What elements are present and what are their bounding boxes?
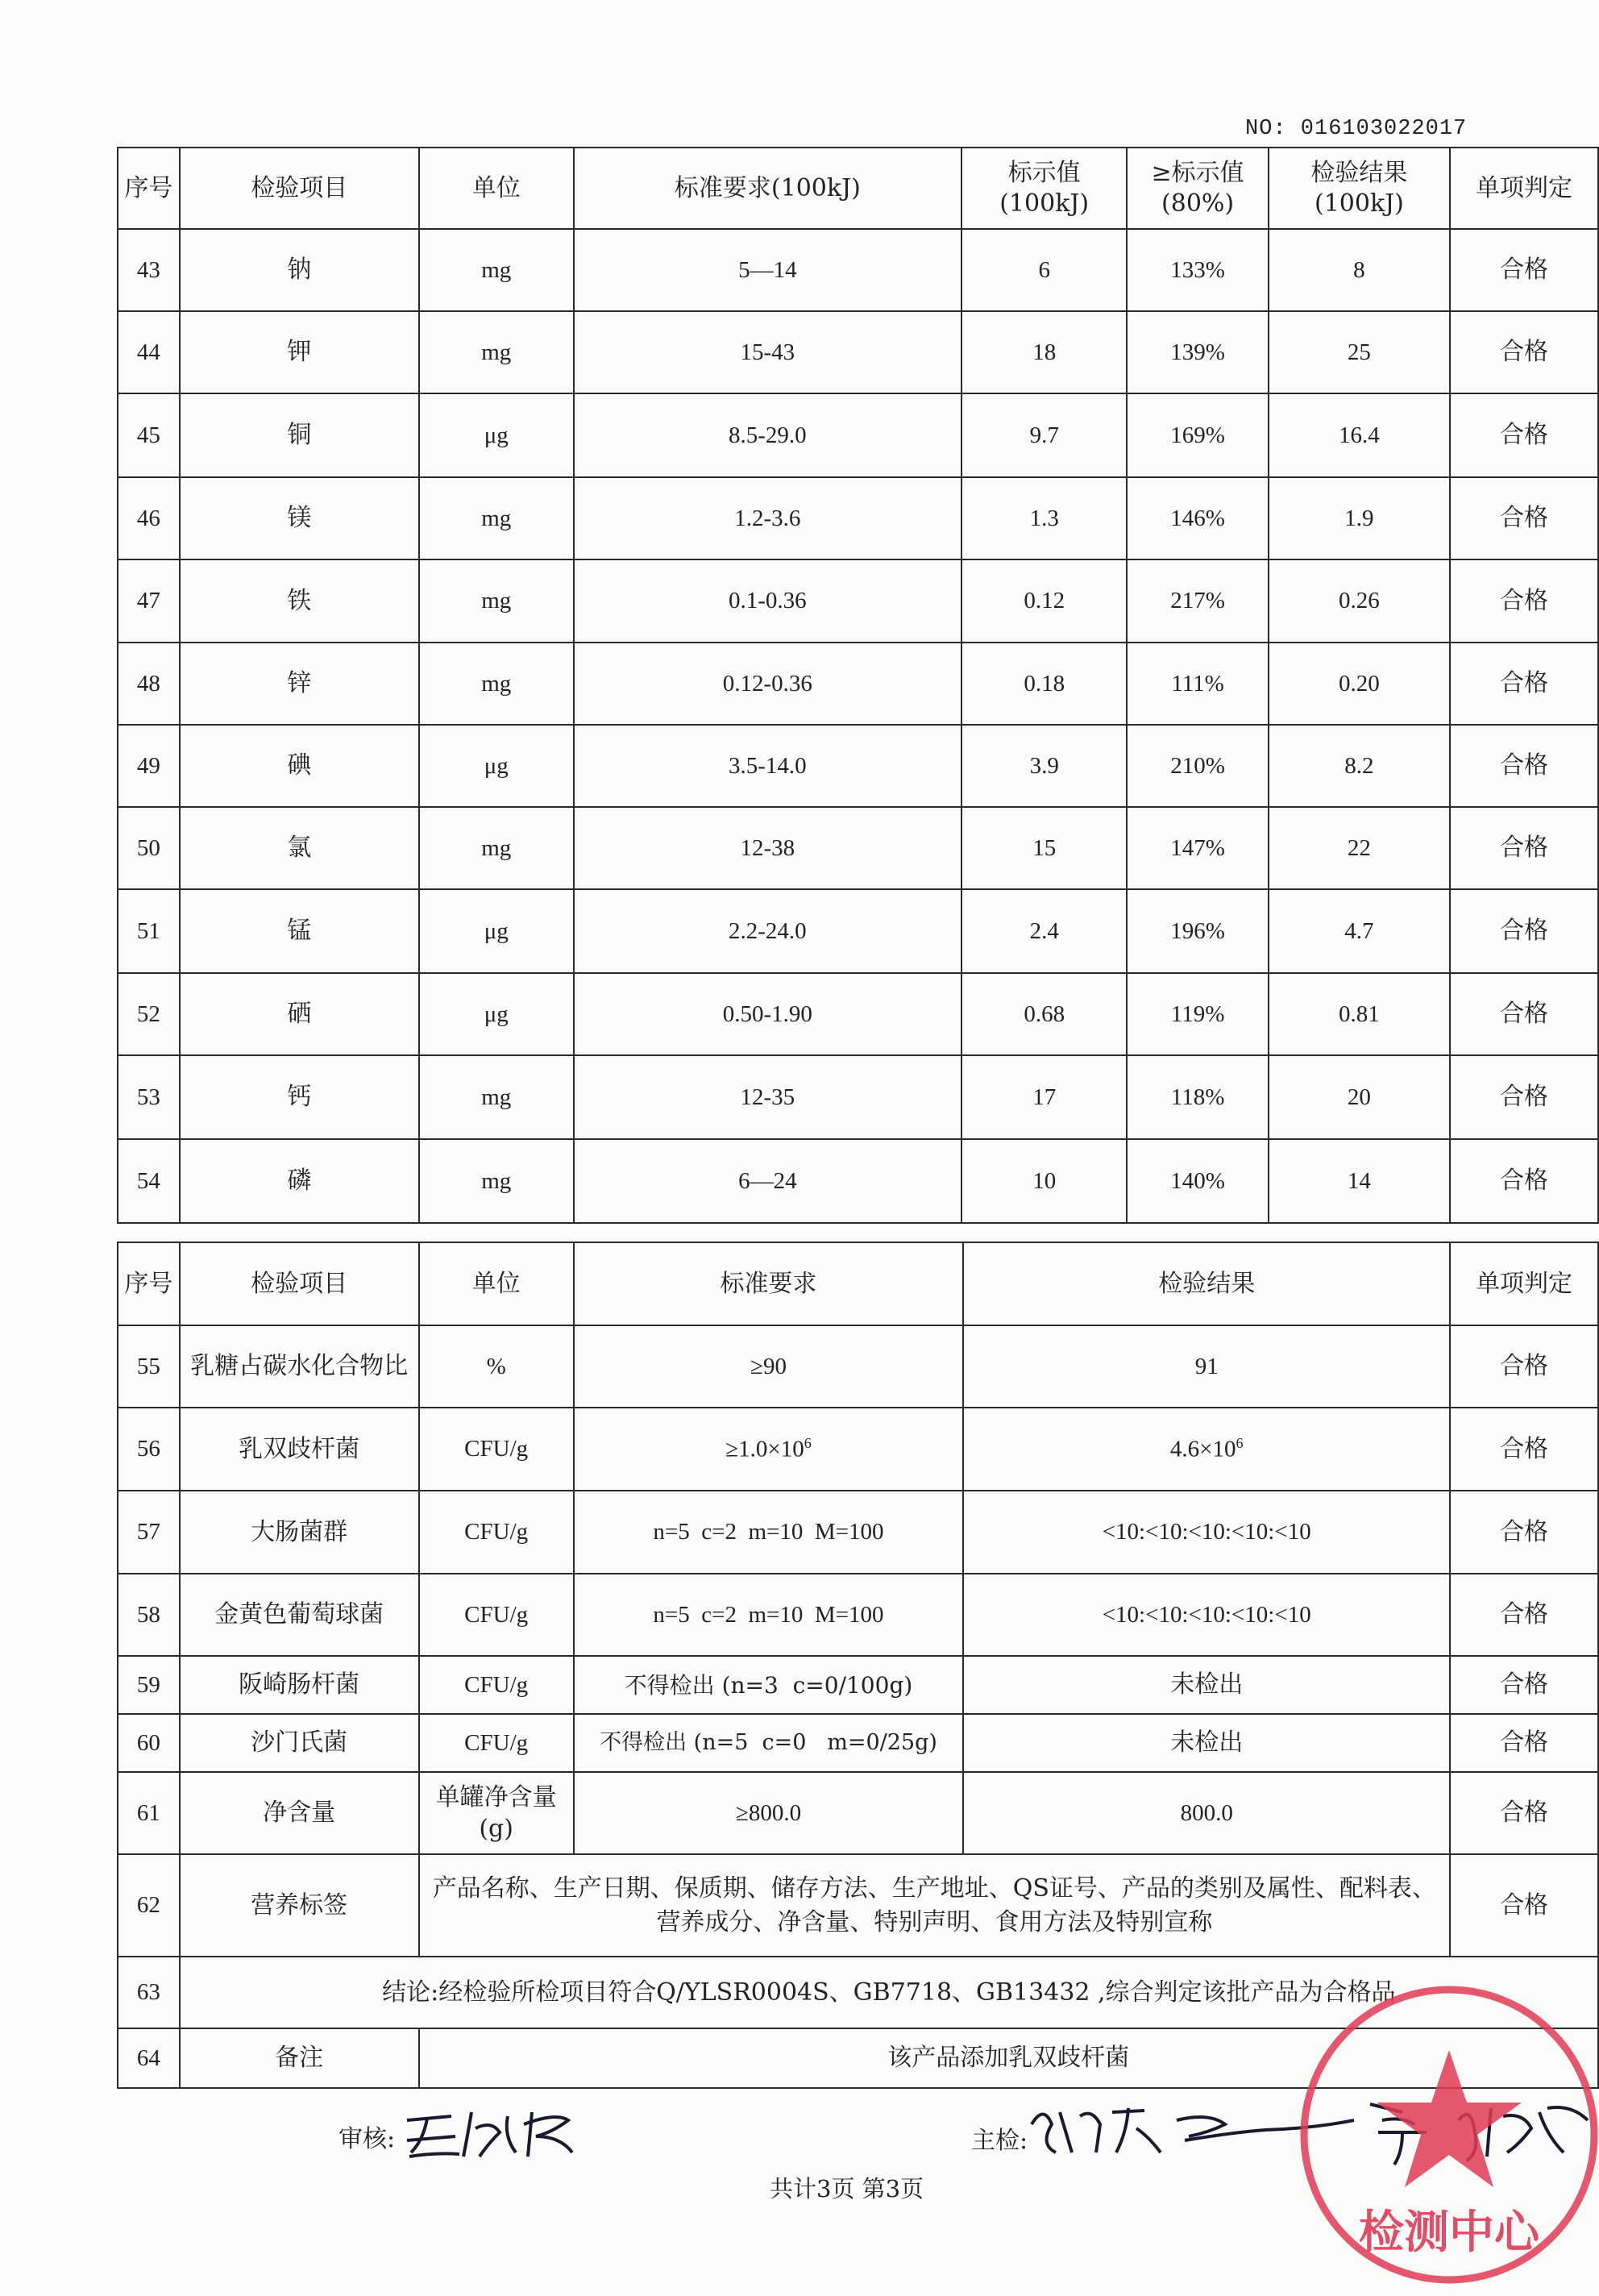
row-result: 20 [1269,1055,1450,1139]
header-verdict: 单项判定 [1450,148,1598,229]
row-unit: μg [419,393,574,477]
row-standard: 不得检出 (n=3 c=0/100g) [574,1656,964,1714]
row-no: 58 [118,1574,180,1656]
header-seq: 序号 [118,148,180,229]
row-label-value: 6 [961,229,1127,311]
row-standard: 6—24 [574,1139,961,1223]
row-label-value: 17 [961,1055,1127,1139]
row-result: 22 [1269,807,1450,889]
document-number: NO: 016103022017 [1245,117,1468,141]
row-result: 14 [1269,1139,1450,1223]
table-row [118,973,1598,1055]
row-no: 55 [118,1325,180,1408]
row-result: 4.7 [1269,889,1450,973]
row-no: 63 [118,1957,180,2028]
row-verdict: 合格 [1450,1055,1598,1139]
table-row [118,393,1598,477]
row-percent: 210% [1127,725,1268,807]
row-label-value: 0.68 [961,973,1127,1055]
row-standard: 12-35 [574,1055,961,1139]
row-unit: mg [419,807,574,889]
row-standard: 8.5-29.0 [574,393,961,477]
row-standard: 0.12-0.36 [574,643,961,725]
table-row [118,1408,1598,1491]
row-item: 碘 [180,725,419,807]
row-percent: 139% [1127,311,1268,393]
quality-results-table [117,1242,1599,2089]
row-result: 未检出 [963,1714,1450,1772]
row-result: 25 [1269,311,1450,393]
row-percent: 119% [1127,973,1268,1055]
header-result [1269,148,1450,229]
row-unit: CFU/g [419,1491,574,1574]
table-row [118,1574,1598,1656]
row-standard: 0.1-0.36 [574,559,961,643]
header-item: 检验项目 [180,1242,419,1325]
table-header-row [118,1242,1598,1325]
row-standard [574,1408,964,1491]
header-label-value-line1: 标示值 [1007,159,1081,187]
row-unit: CFU/g [419,1574,574,1656]
row-result: 16.4 [1269,393,1450,477]
row-verdict: 合格 [1450,311,1598,393]
header-verdict: 单项判定 [1450,1242,1598,1325]
row-percent: 133% [1127,229,1268,311]
row-standard: 5—14 [574,229,961,311]
row-result: 8.2 [1269,725,1450,807]
row-item: 乳双歧杆菌 [180,1408,419,1491]
row-item: 铁 [180,559,419,643]
row-item: 沙门氏菌 [180,1714,419,1772]
row-no: 46 [118,477,180,559]
conclusion-row [118,1957,1598,2028]
inspector-label: 主检: [971,2127,1028,2155]
result-base: 4.6×10 [1169,1436,1236,1462]
table-row [118,643,1598,725]
table-row [118,1656,1598,1714]
row-no: 43 [118,229,180,311]
row-standard: 3.5-14.0 [574,725,961,807]
conclusion-text: 结论:经检验所检项目符合Q/YLSR0004S、GB7718、GB13432 ,综合判定该批产品为合格品 [180,1957,1598,2028]
header-result: 检验结果 [963,1242,1450,1325]
table-row [118,559,1598,643]
row-item: 大肠菌群 [180,1491,419,1574]
row-verdict: 合格 [1450,973,1598,1055]
row-label-value: 15 [961,807,1127,889]
row-label-value: 2.4 [961,889,1127,973]
row-label-value: 0.18 [961,643,1127,725]
row-unit: μg [419,973,574,1055]
row-result: 未检出 [963,1656,1450,1714]
row-verdict: 合格 [1450,477,1598,559]
header-result-line2: (100kJ) [1314,189,1404,218]
row-label-value: 1.3 [961,477,1127,559]
row-unit: mg [419,1139,574,1223]
row-item: 乳糖占碳水化合物比 [180,1325,419,1408]
row-percent: 140% [1127,1139,1268,1223]
inspector-signature [1024,2088,1599,2169]
row-unit: 单罐净含量(g) [419,1772,574,1854]
remark-text: 该产品添加乳双歧杆菌 [419,2028,1598,2088]
row-label-value: 9.7 [961,393,1127,477]
row-unit: mg [419,643,574,725]
row-no: 50 [118,807,180,889]
header-label-value [961,148,1127,229]
row-no: 44 [118,311,180,393]
row-no: 52 [118,973,180,1055]
row-label-value: 10 [961,1139,1127,1223]
row-no: 62 [118,1854,180,1957]
row-verdict: 合格 [1450,1139,1598,1223]
row-standard: ≥800.0 [574,1772,964,1854]
row-unit: μg [419,725,574,807]
row-verdict: 合格 [1450,1408,1598,1491]
table-row [118,889,1598,973]
row-item: 阪崎肠杆菌 [180,1656,419,1714]
row-no: 53 [118,1055,180,1139]
row-percent: 196% [1127,889,1268,973]
row-verdict: 合格 [1450,889,1598,973]
row-result: <10:<10:<10:<10:<10 [963,1574,1450,1656]
nutrient-results-table [117,147,1599,1224]
header-item: 检验项目 [180,148,419,229]
row-result: 800.0 [963,1772,1450,1854]
header-ge-label-line1: ≥标示值 [1151,159,1244,187]
row-unit: CFU/g [419,1656,574,1714]
row-no: 59 [118,1656,180,1714]
row-item: 钠 [180,229,419,311]
row-percent: 146% [1127,477,1268,559]
row-label-value: 0.12 [961,559,1127,643]
row-result: 0.81 [1269,973,1450,1055]
table-row [118,725,1598,807]
reviewer-label: 审核: [338,2125,396,2153]
row-item: 金黄色葡萄球菌 [180,1574,419,1656]
header-result-line1: 检验结果 [1310,159,1408,187]
row-verdict: 合格 [1450,1772,1598,1854]
row-no: 54 [118,1139,180,1223]
table-row [118,477,1598,559]
row-no: 49 [118,725,180,807]
row-standard: 12-38 [574,807,961,889]
row-standard: 不得检出 (n=5 c=0 m=0/25g) [574,1714,964,1772]
row-verdict: 合格 [1450,229,1598,311]
standard-exponent: 6 [804,1435,812,1452]
table-header-row [118,148,1598,229]
row-no: 57 [118,1491,180,1574]
row-standard: 0.50-1.90 [574,973,961,1055]
header-ge-label [1127,148,1268,229]
row-unit: μg [419,889,574,973]
row-item: 锌 [180,643,419,725]
row-item: 铜 [180,393,419,477]
row-unit: mg [419,311,574,393]
row-unit: CFU/g [419,1714,574,1772]
row-no: 56 [118,1408,180,1491]
row-verdict: 合格 [1450,559,1598,643]
header-standard: 标准要求(100kJ) [574,148,961,229]
row-verdict: 合格 [1450,1656,1598,1714]
row-no: 45 [118,393,180,477]
row-result: 1.9 [1269,477,1450,559]
row-item: 锰 [180,889,419,973]
row-item: 镁 [180,477,419,559]
result-exponent: 6 [1236,1435,1244,1452]
header-label-value-line2: (100kJ) [999,189,1090,218]
row-no: 64 [118,2028,180,2088]
row-percent: 169% [1127,393,1268,477]
row-item: 硒 [180,973,419,1055]
row-verdict: 合格 [1450,1574,1598,1656]
row-item: 净含量 [180,1772,419,1854]
row-unit: mg [419,559,574,643]
reviewer-signature [395,2096,588,2169]
row-standard: 2.2-24.0 [574,889,961,973]
row-verdict: 合格 [1450,1325,1598,1408]
row-no: 51 [118,889,180,973]
nutrition-label-content: 产品名称、生产日期、保质期、储存方法、生产地址、QS证号、产品的类别及属性、配料表、营养成分、净含量、特别声明、食用方法及特别宣称 [419,1854,1451,1957]
remark-label: 备注 [180,2028,419,2088]
row-unit: mg [419,1055,574,1139]
row-verdict: 合格 [1450,1491,1598,1574]
table-row [118,229,1598,311]
row-standard: ≥90 [574,1325,964,1408]
table-row [118,807,1598,889]
row-item: 钾 [180,311,419,393]
table-row [118,1325,1598,1408]
row-verdict: 合格 [1450,725,1598,807]
row-label-value: 3.9 [961,725,1127,807]
header-standard: 标准要求 [574,1242,964,1325]
row-verdict: 合格 [1450,393,1598,477]
table-row [118,311,1598,393]
standard-base: ≥1.0×10 [725,1436,804,1462]
row-percent: 118% [1127,1055,1268,1139]
row-percent: 217% [1127,559,1268,643]
row-label-value: 18 [961,311,1127,393]
row-standard: n=5 c=2 m=10 M=100 [574,1491,964,1574]
row-standard: n=5 c=2 m=10 M=100 [574,1574,964,1656]
row-item: 磷 [180,1139,419,1223]
row-unit: CFU/g [419,1408,574,1491]
row-item: 钙 [180,1055,419,1139]
header-unit: 单位 [419,1242,574,1325]
row-percent: 147% [1127,807,1268,889]
header-seq: 序号 [118,1242,180,1325]
row-no: 48 [118,643,180,725]
table-row [118,1491,1598,1574]
row-unit: mg [419,229,574,311]
table-row [118,1854,1598,1957]
row-standard: 15-43 [574,311,961,393]
row-unit: mg [419,477,574,559]
table-row [118,1055,1598,1139]
row-verdict: 合格 [1450,807,1598,889]
row-verdict: 合格 [1450,1854,1598,1957]
row-standard: 1.2-3.6 [574,477,961,559]
page-info: 共计3页 第3页 [770,2175,924,2202]
row-no: 47 [118,559,180,643]
remark-row [118,2028,1598,2088]
table-row [118,1772,1598,1854]
row-result: 8 [1269,229,1450,311]
row-item: 营养标签 [180,1854,419,1957]
row-result [963,1408,1450,1491]
row-result: 0.20 [1269,643,1450,725]
row-no: 60 [118,1714,180,1772]
row-item: 氯 [180,807,419,889]
table-row [118,1714,1598,1772]
svg-text:检测中心: 检测中心 [1359,2207,1539,2259]
table-row [118,1139,1598,1223]
row-percent: 111% [1127,643,1268,725]
row-result: 91 [963,1325,1450,1408]
header-ge-label-line2: (80%) [1161,189,1235,218]
header-unit: 单位 [419,148,574,229]
row-verdict: 合格 [1450,643,1598,725]
row-verdict: 合格 [1450,1714,1598,1772]
row-unit: % [419,1325,574,1408]
row-result: 0.26 [1269,559,1450,643]
row-no: 61 [118,1772,180,1854]
row-result: <10:<10:<10:<10:<10 [963,1491,1450,1574]
